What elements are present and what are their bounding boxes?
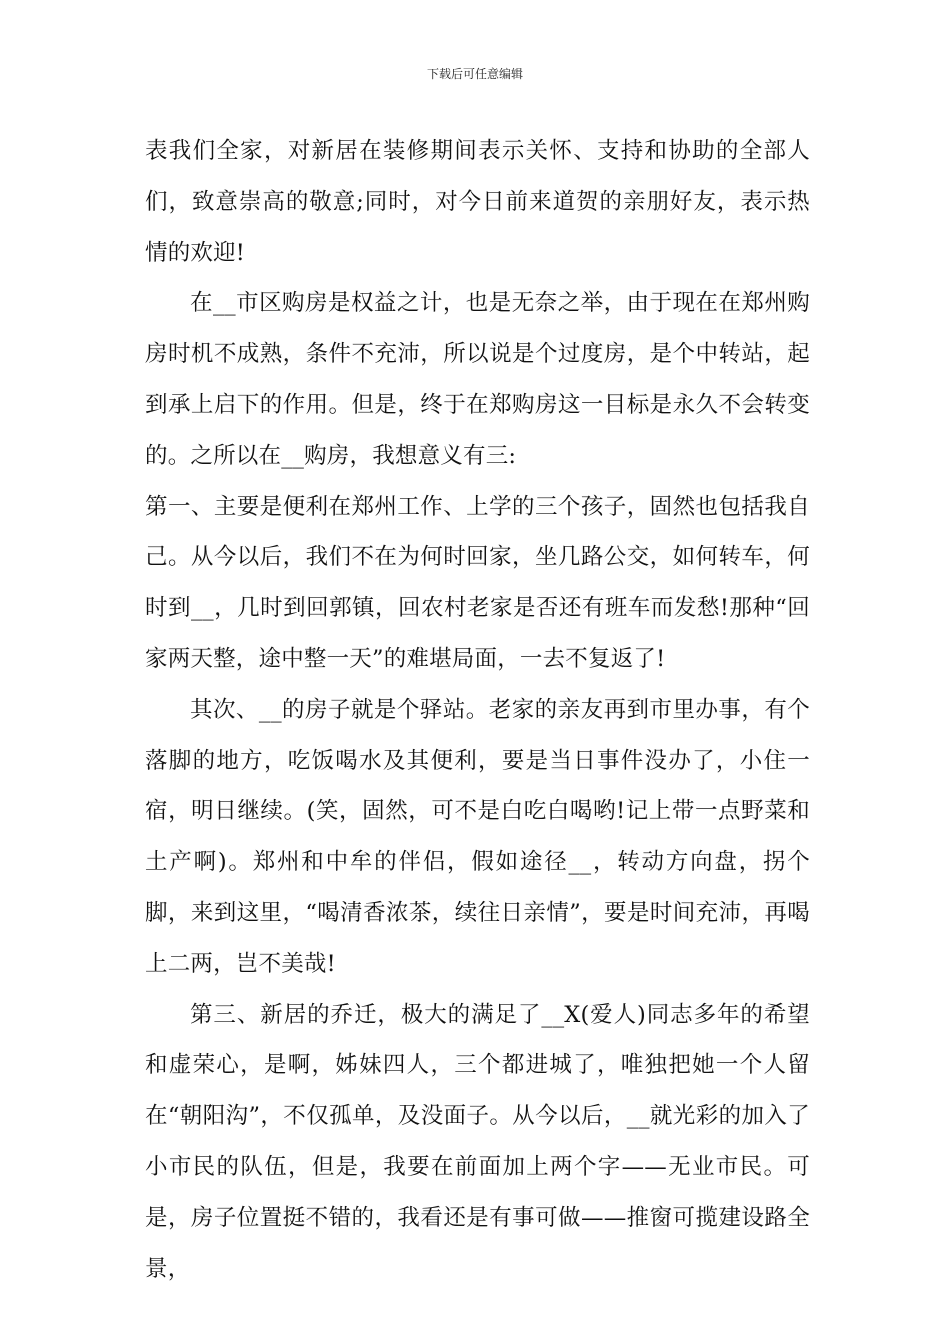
paragraph-4: 其次、__的房子就是个驿站。老家的亲友再到市里办事，有个落脚的地方，吃饭喝水及其便利，要是当日事件没办了，小住一宿，明日继续。(笑，固然，可不是白吃白喝哟!记上带一点野菜和土产啊)。郑州和中牟的伴侣，假如途径__，转动方向盘，拐个脚，来到这里，“喝清香浓茶，续往日亲情”，要是时间充沛，再喝上二两，岂不美哉! xyxy=(145,696,810,977)
paragraph-3: 第一、主要是便利在郑州工作、上学的三个孩子，固然也包括我自己。从今以后，我们不在为何时回家，坐几路公交，如何转车，何时到__，几时到回郭镇，回农村老家是否还有班车而发愁!那种“回家两天整，途中整一天”的难堪局面，一去不复返了! xyxy=(145,493,810,672)
document-body xyxy=(145,126,810,1294)
paragraph-2: 在__市区购房是权益之计，也是无奈之举，由于现在在郑州购房时机不成熟，条件不充沛，所以说是个过度房，是个中转站，起到承上启下的作用。但是，终于在郑购房这一目标是永久不会转变的。之所以在__购房，我想意义有三: xyxy=(145,290,810,469)
paragraph-5: 第三、新居的乔迁，极大的满足了__X(爱人)同志多年的希望和虚荣心，是啊，姊妹四人，三个都进城了，唯独把她一个人留在“朝阳沟”，不仅孤单，及没面子。从今以后，__就光彩的加入了小市民的队伍，但是，我要在前面加上两个字——无业市民。可是，房子位置挺不错的，我看还是有事可做——推窗可揽建设路全景， xyxy=(145,1001,810,1282)
page-header: 下载后可任意编辑 xyxy=(426,67,523,81)
paragraph-1: 表我们全家，对新居在装修期间表示关怀、支持和协助的全部人们，致意崇高的敬意;同时，对今日前来道贺的亲朋好友，表示热情的欢迎! xyxy=(145,138,810,266)
